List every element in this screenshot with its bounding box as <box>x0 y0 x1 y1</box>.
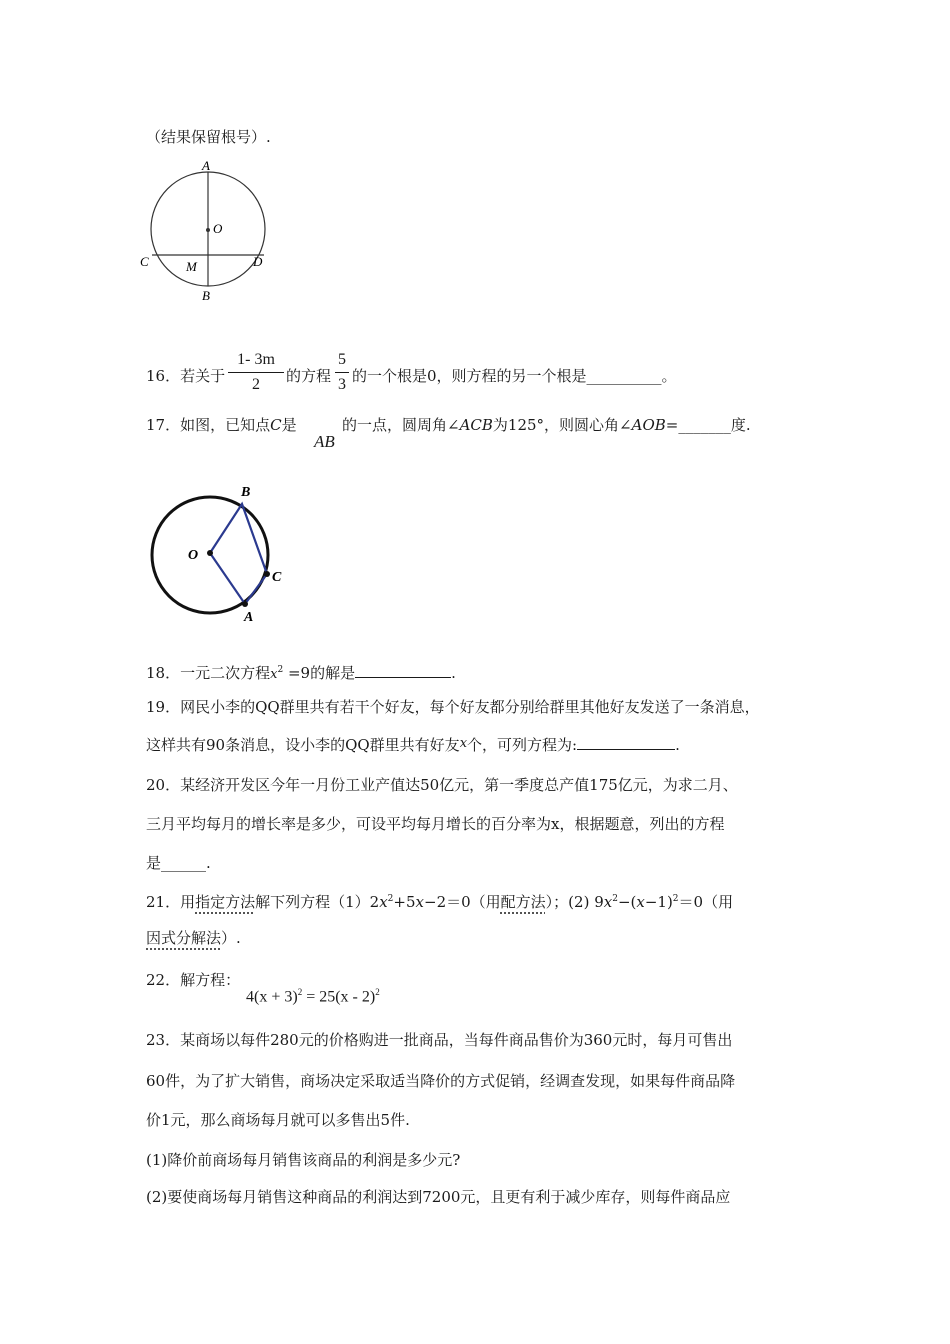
q21-line-2 <box>146 928 241 948</box>
circle-figure-1 <box>138 158 278 303</box>
q18-text-b: =9的解是 <box>287 664 356 682</box>
q21-emphasis-1: 指定方法 <box>195 893 256 911</box>
label-O: O <box>213 221 223 236</box>
q21-emphasis-2: 配方法 <box>500 893 546 911</box>
q17-angle-aob: AOB <box>631 416 666 434</box>
q21-var-3: x <box>603 893 613 911</box>
q17-text-b: 是 <box>281 416 297 434</box>
q21-var-2: x <box>415 893 424 911</box>
label-B: B <box>202 288 210 303</box>
q21-text-d: −2＝0（用 <box>424 893 501 911</box>
q17-text-e: =_______度. <box>665 416 751 434</box>
q21-text-b: 解下列方程（1）2 <box>255 893 380 911</box>
q17-angle-acb: ACB <box>459 416 493 434</box>
q21-text-e: ）；(2) 9 <box>545 893 604 911</box>
label-O-2: O <box>188 548 199 563</box>
q16-number: 16．若关于 <box>146 367 226 385</box>
q22-equation <box>246 982 380 1007</box>
q21-text-g: −1) <box>644 893 673 911</box>
label-D: D <box>253 254 263 269</box>
label-A-2: A <box>244 610 254 625</box>
q16-mid: 的方程 <box>286 367 332 385</box>
q16-frac1-numerator: 1- 3m <box>237 351 275 368</box>
q21-text-c: +5 <box>393 893 416 911</box>
q19-answer-blank <box>577 734 675 750</box>
q16-frac1-denominator: 2 <box>252 376 260 393</box>
q22-sq-1: 2 <box>297 987 303 997</box>
q16-fraction-2 <box>335 351 349 394</box>
q18-exponent: 2 <box>277 665 284 675</box>
q16-end: 。 <box>661 367 677 385</box>
label-C: C <box>140 254 149 269</box>
q18-text-a: 18．一元二次方程 <box>146 664 271 682</box>
q19-var-x: x <box>459 736 468 751</box>
q18-answer-blank <box>355 662 451 678</box>
q16-frac2-numerator: 5 <box>338 351 346 368</box>
top-note: （结果保留根号）. <box>146 128 271 146</box>
q18-var-x: x <box>270 667 278 682</box>
q16-tail-text: 的一个根是0，则方程的另一个根是 <box>352 367 587 385</box>
q19-text-a: 这样共有90条消息，设小李的QQ群里共有好友 <box>146 736 460 754</box>
q19-text-b: 个，可列方程为: <box>467 736 578 754</box>
label-C-2: C <box>272 570 282 585</box>
q20-line-3: 是______. <box>146 854 211 872</box>
q21-line2-end: ）. <box>221 929 241 947</box>
q21-sq-3: 2 <box>672 894 679 904</box>
q19-line-2 <box>146 734 680 755</box>
question-18 <box>146 660 456 685</box>
label-M: M <box>186 259 197 274</box>
label-B-2: B <box>241 485 251 500</box>
q16-frac2-denominator: 3 <box>338 376 346 393</box>
q22-eq-left: 4(x + 3) <box>246 988 298 1006</box>
q21-sq-2: 2 <box>612 894 618 904</box>
q21-text-h: ＝0（用 <box>678 893 734 911</box>
q23-sub-1: (1)降价前商场每月销售该商品的利润是多少元? <box>146 1151 461 1169</box>
q18-end: . <box>451 664 456 682</box>
question-16 <box>146 366 225 386</box>
q22-eq-right: = 25(x - 2) <box>302 988 376 1006</box>
q16-tail <box>352 366 677 386</box>
q21-emphasis-3: 因式分解法 <box>146 929 222 947</box>
circle-figure-2 <box>145 480 305 625</box>
q23-sub-2: (2)要使商场每月销售这种商品的利润达到7200元，且更有利于减少库存，则每件商品应 <box>146 1188 731 1206</box>
q21-var-4: x <box>636 893 645 911</box>
q19-line-1: 19．网民小李的QQ群里共有若干个好友，每个好友都分别给群里其他好友发送了一条消息， <box>146 698 760 716</box>
q22-sq-2: 2 <box>375 987 380 997</box>
q20-line-1: 20．某经济开发区今年一月份工业产值达50亿元，第一季度总产值175亿元，为求二月、 <box>146 776 738 794</box>
q17-point-c: C <box>270 416 282 434</box>
q20-line-2: 三月平均每月的增长率是多少，可设平均每月增长的百分率为x，根据题意，列出的方程 <box>146 815 725 833</box>
q17-arc-ab: AB <box>314 432 335 451</box>
q17-text-c: 的一点，圆周角∠ <box>342 416 460 434</box>
q16-answer-blank: __________ <box>586 367 662 385</box>
q17-text-d: 为125°，则圆心角∠ <box>492 416 632 434</box>
q21-text-f: −( <box>617 893 637 911</box>
q21-sq-1: 2 <box>387 894 394 904</box>
q23-line-3: 价1元，那么商场每月就可以多售出5件. <box>146 1111 410 1129</box>
q19-end: . <box>675 736 680 754</box>
q21-text-a: 21．用 <box>146 893 196 911</box>
q23-line-2: 60件，为了扩大销售，商场决定采取适当降价的方式促销，经调查发现，如果每件商品降 <box>146 1072 736 1090</box>
q17-text-a: 17．如图，已知点 <box>146 416 271 434</box>
question-17 <box>146 415 297 435</box>
q21-line-1 <box>146 889 733 912</box>
label-A: A <box>202 158 210 173</box>
q21-var-1: x <box>379 893 388 911</box>
q17-rest <box>342 415 751 435</box>
q22-label: 22．解方程： <box>146 971 241 989</box>
q23-line-1: 23．某商场以每件280元的价格购进一批商品，当每件商品售价为360元时，每月可售出 <box>146 1031 733 1049</box>
q16-fraction-1 <box>228 351 284 394</box>
